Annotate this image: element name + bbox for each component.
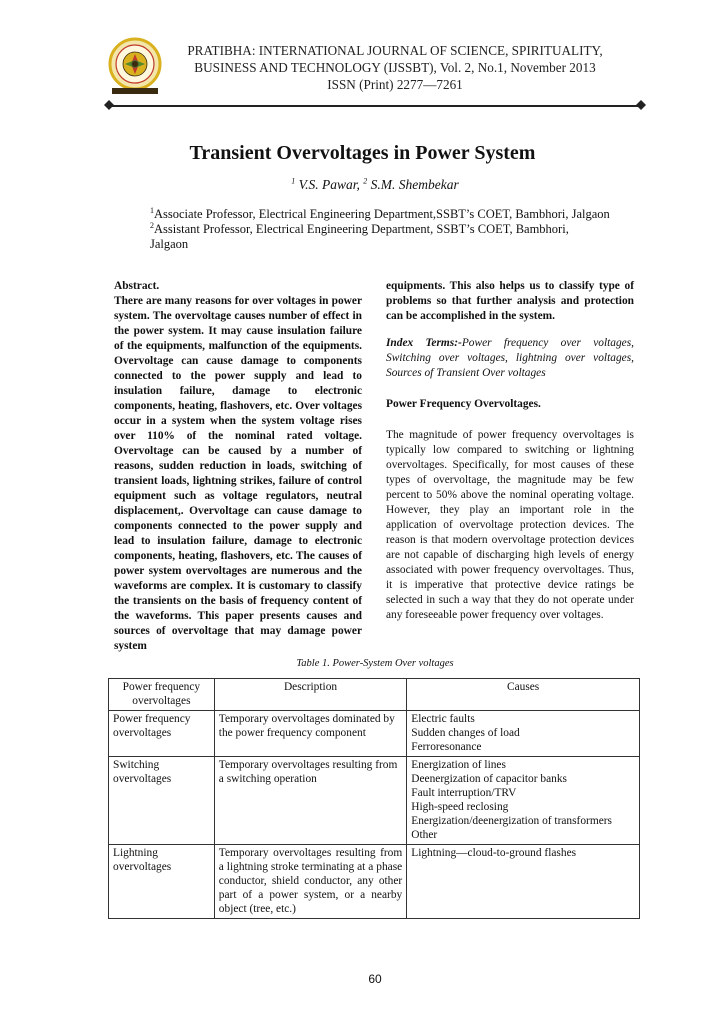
cause-item: Energization/deenergization of transformers xyxy=(411,815,612,827)
author-2-marker: 2 xyxy=(363,176,368,186)
affiliation-2-text: Assistant Professor, Electrical Engineering Department, SSBT’s COET, Bambhori, Jalgaon xyxy=(150,222,569,251)
type-cell: Power frequency overvoltages xyxy=(109,711,215,757)
overvoltage-table xyxy=(108,678,640,919)
affiliation-2-marker: 2 xyxy=(150,220,154,230)
cause-item: High-speed reclosing xyxy=(411,801,509,813)
causes-cell xyxy=(407,711,640,757)
type-cell: Lightning overvoltages xyxy=(109,845,215,919)
abstract-heading: Abstract. xyxy=(114,280,160,292)
table-header-cell: Power frequency overvoltages xyxy=(109,679,215,711)
cause-item: Sudden changes of load xyxy=(411,727,520,739)
paper-title: Transient Overvoltages in Power System xyxy=(189,142,536,164)
journal-name-line-1: PRATIBHA: INTERNATIONAL JOURNAL OF SCIENCE, SPIRITUALITY, xyxy=(187,43,603,58)
index-terms xyxy=(386,336,634,381)
author-1-marker: 1 xyxy=(291,176,296,186)
cause-item: Electric faults xyxy=(411,713,475,725)
table-row xyxy=(109,845,640,919)
table-header-row xyxy=(109,679,640,711)
abstract-continuation: equipments. This also helps us to classify type of problems so that further analysis and protection can be accomplished in the system. xyxy=(386,280,634,322)
index-terms-label: Index Terms:- xyxy=(386,337,462,349)
left-column xyxy=(114,279,362,654)
journal-header-text xyxy=(175,42,615,93)
description-cell: Temporary overvoltages resulting from a lightning stroke terminating at a phase conductor, shield conductor, any other part of a power system, or a nearby object (tree, etc.) xyxy=(214,845,406,919)
affiliations xyxy=(150,207,610,252)
cause-item: Energization of lines xyxy=(411,759,506,771)
table-row xyxy=(109,711,640,757)
description-cell: Temporary overvoltages resulting from a switching operation xyxy=(214,757,406,845)
author-2: S.M. Shembekar xyxy=(367,177,459,192)
table-header-cell: Description xyxy=(214,679,406,711)
author-1: V.S. Pawar, xyxy=(295,177,364,192)
cause-item: Deenergization of capacitor banks xyxy=(411,773,567,785)
affiliation-1 xyxy=(150,207,610,222)
page-number: 60 xyxy=(368,972,382,986)
affiliation-1-text: Associate Professor, Electrical Engineering Department,SSBT’s COET, Bambhori, Jalgaon xyxy=(154,207,610,221)
cause-item: Other xyxy=(411,829,438,841)
abstract-text: There are many reasons for over voltages in power system. The overvoltage causes number of effect in the power system. It may cause insulation failure of the equipments, malfunction of the equipments. Overvoltage can cause damage to components connected to the power supply and lead to insulation failure, damage to electronic components, heating, flashovers, etc. Over voltages occur in a system when the system voltage rises over 110% of the nominal rated voltage. Overvoltage can be caused by a number of reasons, sudden reduction in loads, switching of transient loads, lightning strikes, failure of control equipment such as voltage regulators, neutral displacement,. Overvoltage can cause damage to components connected to the power supply and lead to insulation failure, damage to electronic components, heating, flashovers, etc. The causes of power system overvoltages are numerous and the waveforms are complex. It is customary to classify the transients on the basis of frequency content of the waveforms. This paper presents causes and sources of overvoltage that may damage power system xyxy=(114,295,362,652)
section-heading: Power Frequency Overvoltages. xyxy=(386,398,541,410)
cause-item: Fault interruption/TRV xyxy=(411,787,517,799)
header-divider xyxy=(110,105,640,107)
affiliation-1-marker: 1 xyxy=(150,205,154,215)
issn-line: ISSN (Print) 2277—7261 xyxy=(327,77,463,92)
table-row xyxy=(109,757,640,845)
description-cell: Temporary overvoltages dominated by the power frequency component xyxy=(214,711,406,757)
section-body: The magnitude of power frequency overvoltages is typically low compared to switching or lightning overvoltages. Specifically, for most causes of these types of overvoltage, the magnitude may be few percent to 50% above the nominal operating voltage. However, they play an important role in the application of overvoltage protection devices. The reason is that modern overvoltage protection devices are not capable of discharging high levels of energy associated with power frequency overvoltages. Thus, it is imperative that protective device ratings be selected in such a way that they do not operate under any foreseeable power frequency over voltages. xyxy=(386,429,634,621)
college-seal-logo xyxy=(104,36,166,98)
rule-diamond-right-icon xyxy=(636,100,646,110)
cause-item: Lightning—cloud-to-ground flashes xyxy=(411,847,577,859)
table-caption: Table 1. Power-System Over voltages xyxy=(296,658,454,669)
causes-cell xyxy=(407,845,640,919)
index-terms-text: Power frequency over voltages, Switching over voltages, lightning over voltages, Sources of Transient Over voltages xyxy=(386,337,635,379)
cause-item: Ferroresonance xyxy=(411,741,482,753)
right-column xyxy=(386,279,634,623)
causes-cell xyxy=(407,757,640,845)
journal-header xyxy=(0,0,725,112)
journal-name-line-2: BUSINESS AND TECHNOLOGY (IJSSBT), Vol. 2, No.1, November 2013 xyxy=(194,60,596,75)
type-cell: Switching overvoltages xyxy=(109,757,215,845)
table-header-cell: Causes xyxy=(407,679,640,711)
paper-authors xyxy=(0,177,725,193)
affiliation-2 xyxy=(150,222,610,252)
